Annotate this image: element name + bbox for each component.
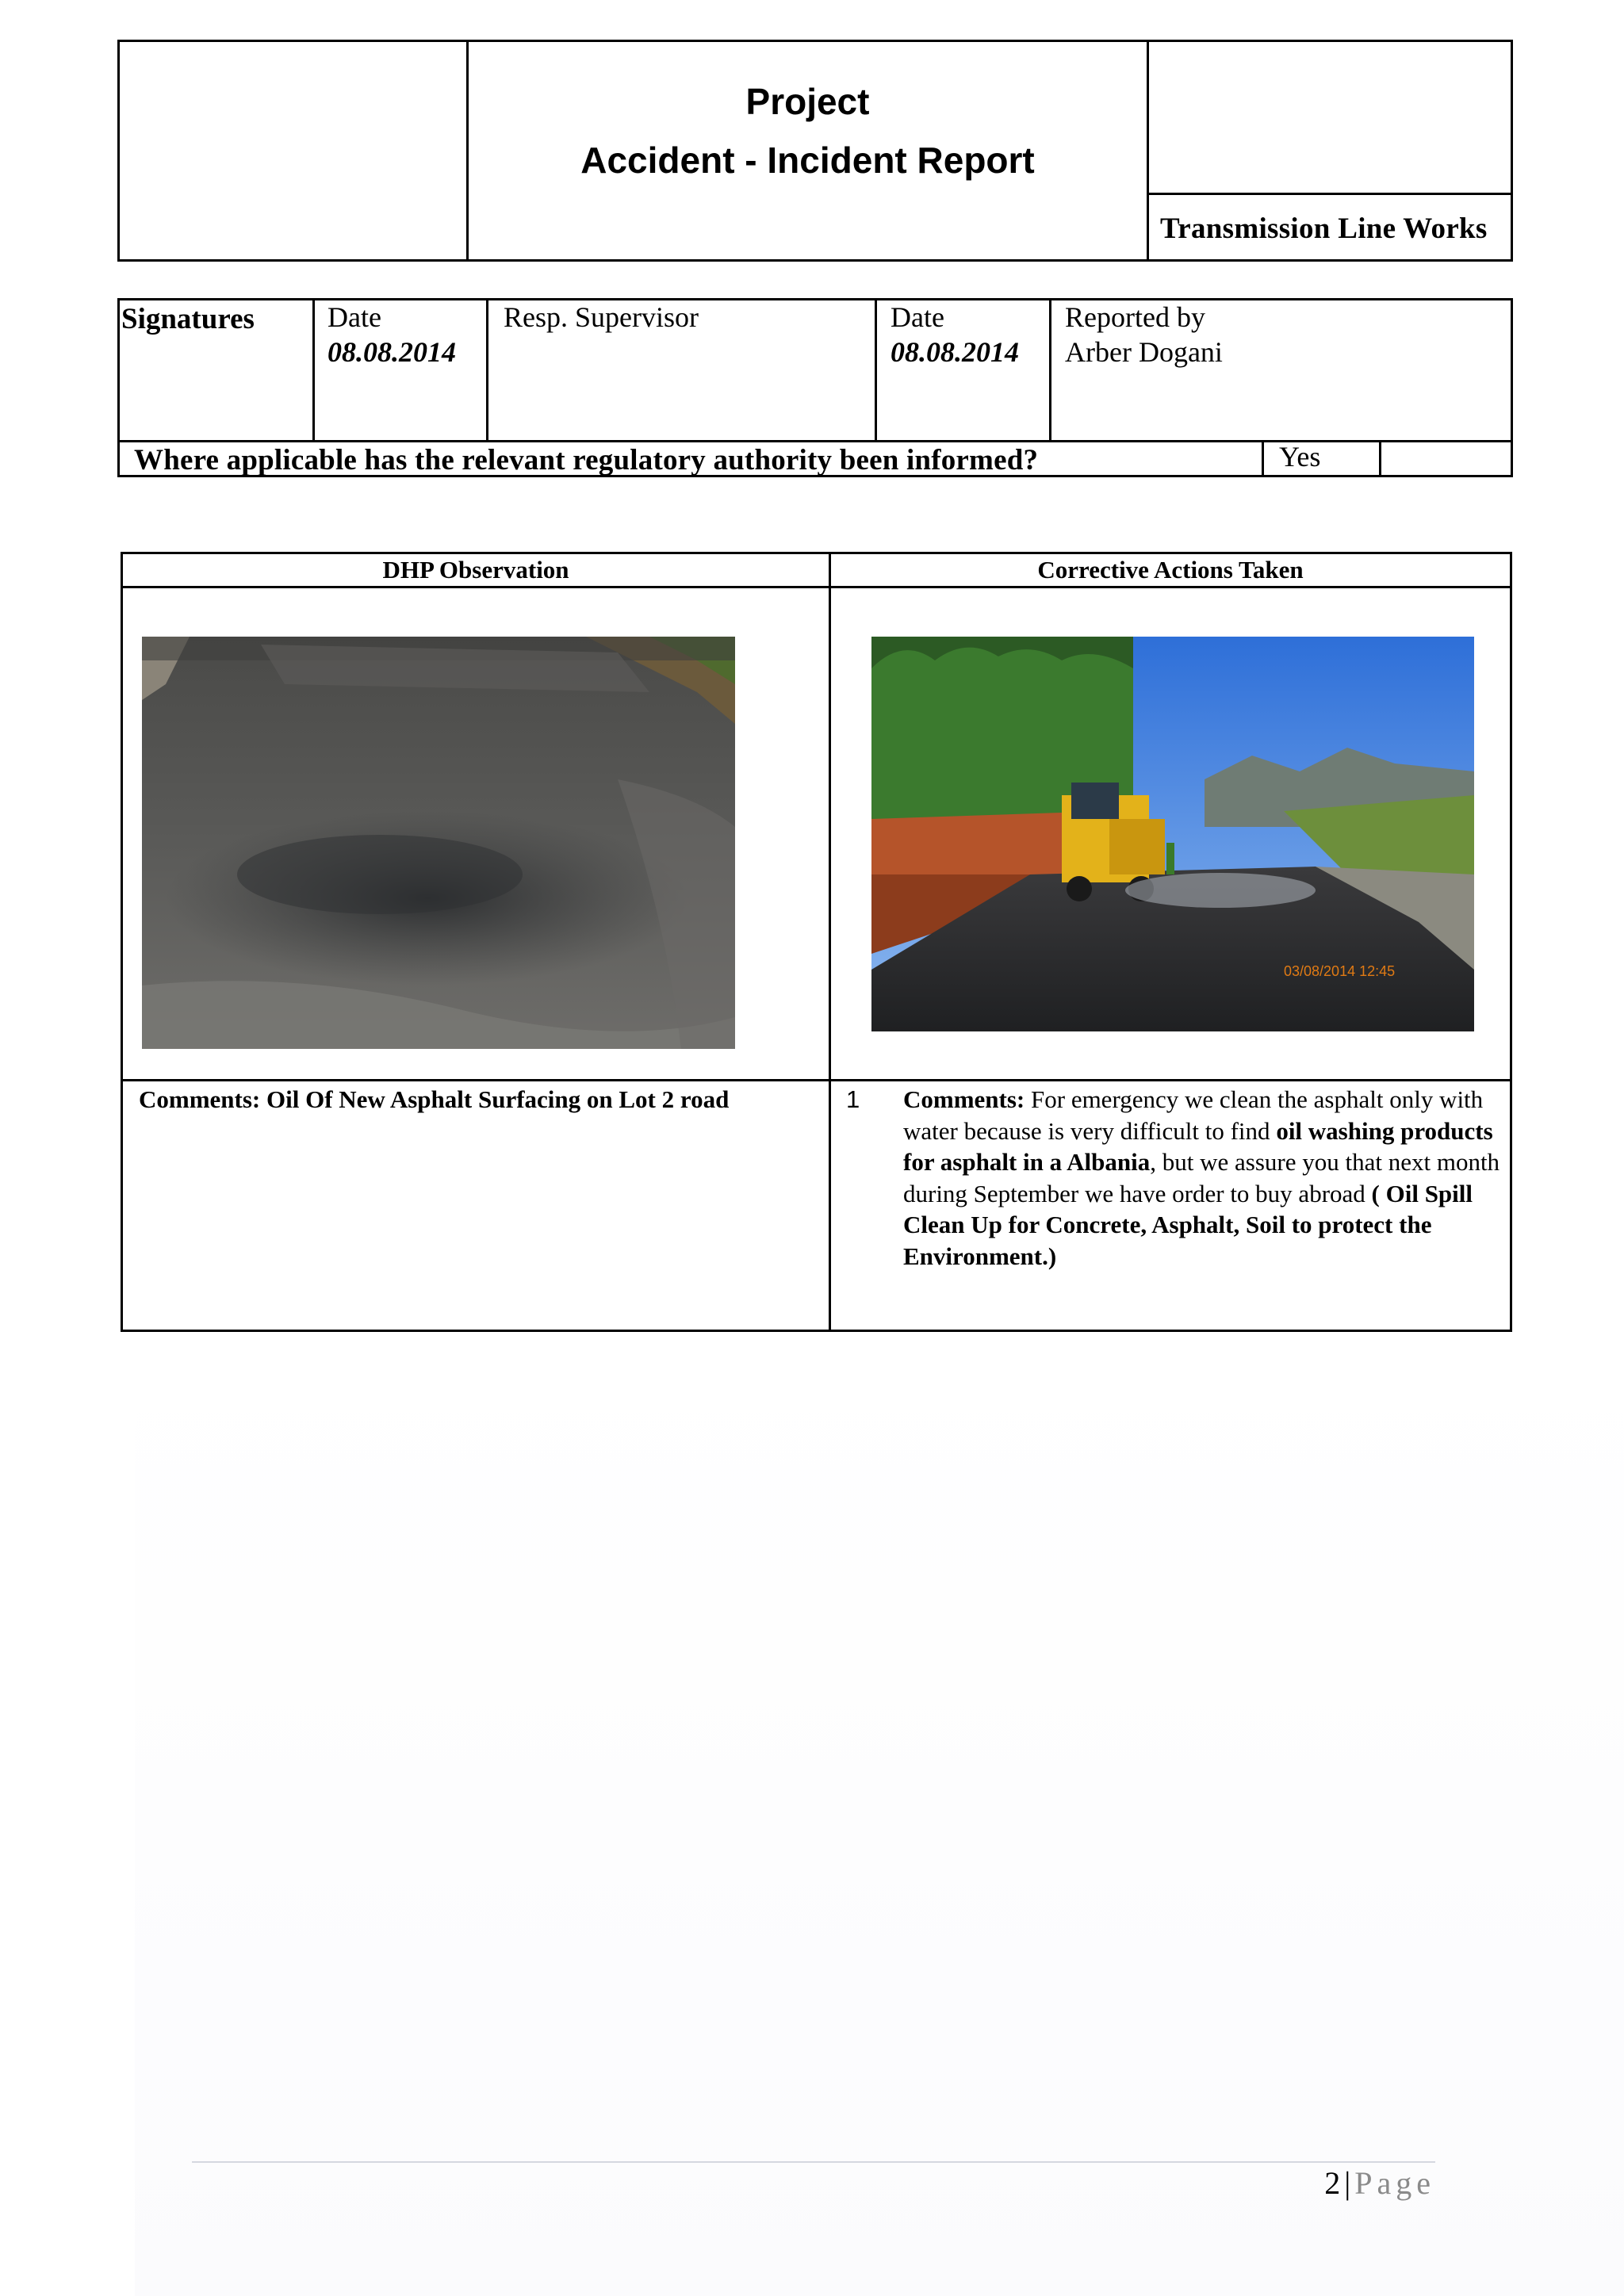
comment-bold-part2: ( Oil Spill Clean Up for Concrete, Asphalt, Soil to protect the Environment.) bbox=[903, 1179, 1473, 1270]
department-label: Transmission Line Works bbox=[1160, 212, 1488, 245]
report-header bbox=[117, 40, 1513, 262]
divider bbox=[875, 300, 877, 442]
signatures-label: Signatures bbox=[121, 303, 255, 335]
asphalt-oil-photo bbox=[142, 637, 735, 1049]
report-title: Accident - Incident Report bbox=[580, 140, 1035, 181]
divider bbox=[829, 554, 831, 1330]
title-cell bbox=[469, 42, 1147, 259]
signatures-table bbox=[117, 298, 1513, 477]
dhp-observation-header: DHP Observation bbox=[382, 556, 569, 584]
divider bbox=[1049, 300, 1051, 442]
supervisor-label: Resp. Supervisor bbox=[504, 301, 699, 333]
road-cleaning-photo bbox=[871, 637, 1474, 1031]
photo-timestamp: 03/08/2014 12:45 bbox=[1284, 963, 1396, 979]
footer-rule bbox=[192, 2161, 1435, 2163]
page-separator: | bbox=[1344, 2165, 1352, 2201]
divider bbox=[1379, 440, 1381, 475]
reported-by-value: Arber Dogani bbox=[1065, 336, 1223, 368]
regulatory-answer: Yes bbox=[1279, 441, 1321, 473]
comment-text-part2: , but we assure you that next month during September we have order to buy abroad bbox=[903, 1148, 1500, 1207]
page-number: 2 bbox=[1324, 2165, 1342, 2201]
divider bbox=[312, 300, 315, 442]
date2-label: Date bbox=[891, 301, 944, 333]
divider bbox=[123, 1079, 1510, 1081]
logo-cell bbox=[120, 42, 469, 259]
regulatory-question: Where applicable has the relevant regulatory authority been informed? bbox=[134, 444, 1039, 476]
divider bbox=[486, 300, 488, 442]
comment-text-part1: For emergency we clean the asphalt only with water because is very difficult to find bbox=[903, 1085, 1484, 1145]
reported-by-label: Reported by bbox=[1065, 301, 1205, 333]
department-cell bbox=[1147, 42, 1511, 259]
divider bbox=[1262, 440, 1264, 475]
date1-label: Date bbox=[327, 301, 381, 333]
divider bbox=[1149, 193, 1511, 195]
page-footer bbox=[1296, 2164, 1435, 2202]
date1-value: 08.08.2014 bbox=[327, 336, 456, 368]
comment-bold-part1: oil washing products for asphalt in a Albania bbox=[903, 1116, 1493, 1176]
date2-value: 08.08.2014 bbox=[891, 336, 1019, 368]
page-word: Page bbox=[1354, 2165, 1435, 2201]
project-title: Project bbox=[745, 81, 870, 122]
corrective-comment bbox=[903, 1084, 1506, 1272]
corrective-actions-header: Corrective Actions Taken bbox=[1037, 556, 1304, 584]
divider bbox=[123, 586, 1510, 588]
observation-table bbox=[121, 552, 1512, 1332]
item-number: 1 bbox=[846, 1085, 860, 1113]
comment-label: Comments: bbox=[903, 1085, 1025, 1113]
page-background bbox=[135, 1348, 1624, 2296]
observation-comment: Comments: Oil Of New Asphalt Surfacing on Lot 2 road bbox=[139, 1085, 730, 1113]
